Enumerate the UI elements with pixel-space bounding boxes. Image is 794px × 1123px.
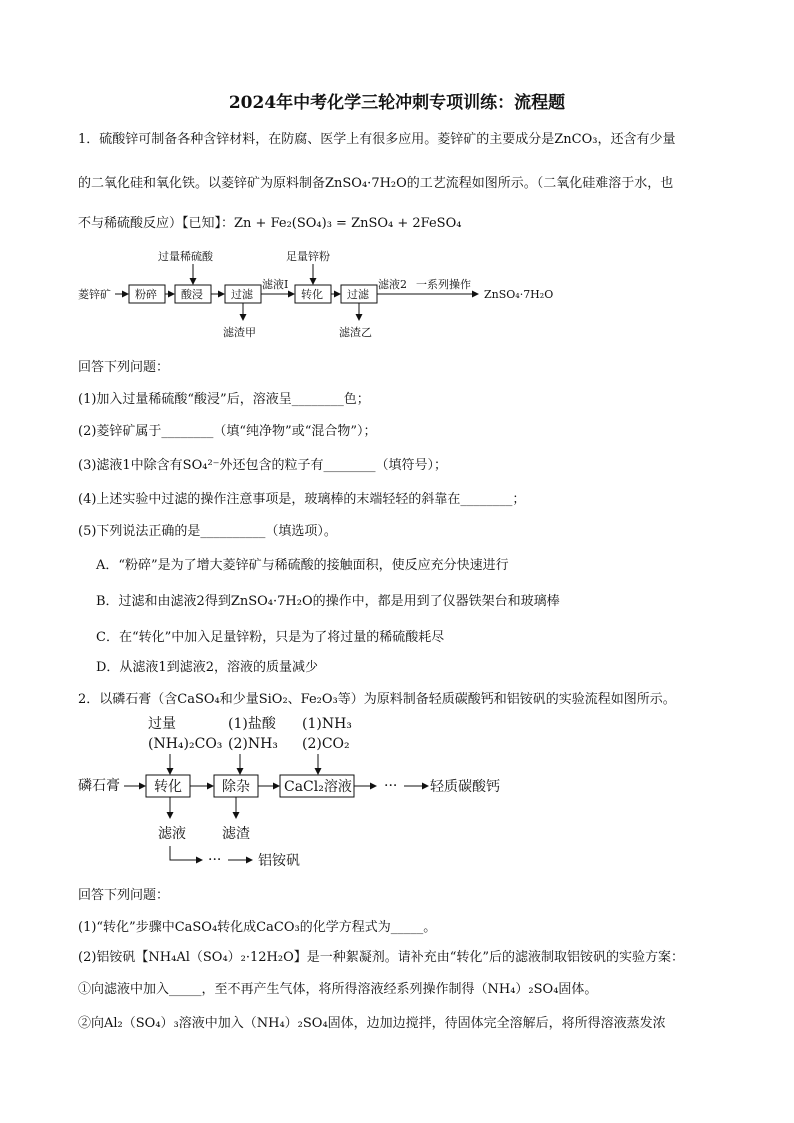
q2-start-label: 磷石膏 [78, 778, 120, 794]
q1-filtrate-2: 滤液2 [378, 278, 407, 291]
q2-reagent-3b: (2)CO₂ [302, 736, 350, 752]
q1-box-2-label: 酸浸 [181, 288, 203, 301]
q1-question-4: (4)上述实验中过滤的操作注意事项是，玻璃棒的末端轻轻的斜靠在________； [78, 492, 526, 507]
q1-box-1-label: 粉碎 [135, 288, 157, 301]
q1-box-5-label: 过滤 [347, 288, 369, 301]
q2-dots-1: ··· [384, 778, 398, 794]
q1-box-4-label: 转化 [301, 288, 323, 301]
q1-reagent-1: 过量稀硫酸 [158, 250, 213, 263]
q1-prompt: 回答下列问题： [78, 360, 170, 375]
q2-step-1: ①向滤液中加入_____，至不再产生气体，将所得溶液经系列操作制得（NH₄）₂SO₄固体。 [78, 982, 598, 997]
q1-residue-1: 滤渣甲 [223, 326, 256, 339]
q1-flow-diagram [70, 244, 590, 344]
q2-box-3-label: CaCl₂溶液 [284, 779, 352, 795]
q2-prompt: 回答下列问题： [78, 888, 170, 903]
q2-flow-diagram [74, 708, 534, 874]
q1-line-3: 不与稀硫酸反应）【已知】：Zn + Fe₂(SO₄)₃ = ZnSO₄ + 2FeSO₄ [78, 216, 462, 231]
q1-filtrate-1: 滤液Ⅰ [262, 278, 289, 291]
page-title: 2024年中考化学三轮冲刺专项训练：流程题 [228, 93, 566, 113]
q1-question-3: (3)滤液1中除含有SO₄²⁻外还包含的粒子有________（填符号）； [78, 458, 448, 473]
q1-reagent-2: 足量锌粉 [286, 250, 330, 263]
q1-start-label: 菱锌矿 [78, 288, 111, 301]
q2-question-2: (2)铝铵矾【NH₄Al（SO₄）₂·12H₂O】是一种絮凝剂。请补充由“转化”后的滤液制取铝铵矾的实验方案： [78, 950, 685, 965]
q2-box-2-label: 除杂 [222, 779, 250, 795]
q1-line-1: 1．硫酸锌可制备各种含锌材料，在防腐、医学上有很多应用。菱锌矿的主要成分是ZnCO₃，还含有少量 [78, 132, 676, 147]
q1-option-c: C．在“转化”中加入足量锌粉，只是为了将过量的稀硫酸耗尽 [96, 630, 445, 645]
q1-residue-2: 滤渣乙 [339, 326, 372, 339]
q2-reagent-3a: (1)NH₃ [302, 716, 352, 732]
q2-intro: 2．以磷石膏（含CaSO₄和少量SiO₂、Fe₂O₃等）为原料制备轻质碳酸钙和铝铵矾的实验流程如图所示。 [78, 692, 676, 707]
q2-question-1: (1)“转化”步骤中CaSO₄转化成CaCO₃的化学方程式为_____。 [78, 920, 437, 935]
q1-question-2: (2)菱锌矿属于________（填“纯净物”或“混合物”）； [78, 424, 377, 439]
q1-box-3-label: 过滤 [231, 288, 253, 301]
q1-question-1: (1)加入过量稀硫酸“酸浸”后，溶液呈________色； [78, 392, 370, 407]
q2-product-2: 铝铵矾 [258, 853, 300, 869]
q1-option-d: D．从滤液1到滤液2，溶液的质量减少 [96, 660, 318, 675]
q2-product-1: 轻质碳酸钙 [430, 779, 500, 795]
q2-residue: 滤渣 [222, 826, 250, 842]
q2-dots-2: ··· [208, 852, 222, 868]
q2-step-2: ②向Al₂（SO₄）₃溶液中加入（NH₄）₂SO₄固体，边加边搅拌，待固体完全溶解后，将所得溶液蒸发浓 [78, 1016, 666, 1031]
q1-option-b: B．过滤和由滤液2得到ZnSO₄·7H₂O的操作中，都是用到了仪器铁架台和玻璃棒 [96, 594, 560, 609]
q2-box-1-label: 转化 [154, 779, 182, 795]
q2-filtrate: 滤液 [158, 826, 186, 842]
q2-reagent-2b: (2)NH₃ [228, 736, 278, 752]
q2-reagent-2a: (1)盐酸 [228, 716, 276, 732]
q1-product: ZnSO₄·7H₂O [484, 288, 554, 301]
q1-line-2: 的二氧化硅和氧化铁。以菱锌矿为原料制备ZnSO₄·7H₂O的工艺流程如图所示。（二氧化硅难溶于水，也 [78, 176, 674, 191]
q1-question-5: (5)下列说法正确的是__________（填选项）。 [78, 524, 337, 539]
q1-option-a: A．“粉碎”是为了增大菱锌矿与稀硫酸的接触面积，使反应充分快速进行 [96, 558, 509, 573]
q2-reagent-1a: 过量 [148, 716, 176, 732]
q1-series-ops: 一系列操作 [416, 278, 471, 291]
q2-reagent-1b: (NH₄)₂CO₃ [148, 736, 223, 752]
